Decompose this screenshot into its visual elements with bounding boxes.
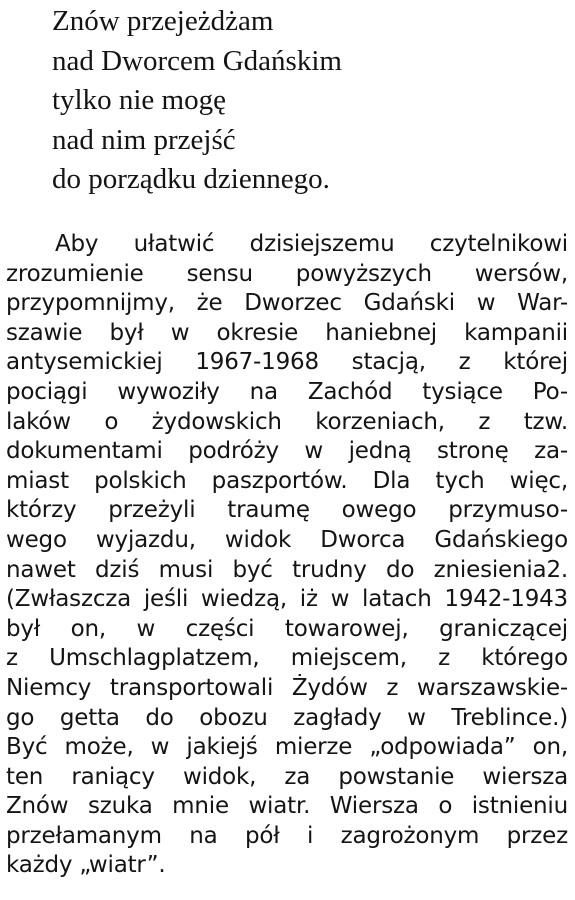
paragraph-line: go getta do obozu zagłady w Treblince.) (6, 704, 568, 731)
paragraph-line: zrozumienie sensu powyższych wersów, (6, 260, 568, 287)
paragraph-line: (Zwłaszcza jeśli wiedzą, iż w latach 1942-1943 (6, 586, 568, 613)
paragraph-line: przełamanym na pół i zagrożonym przez (6, 822, 568, 849)
paragraph-line: ten raniący widok, za powstanie wiersza (6, 763, 568, 790)
paragraph-line: przypomnijmy, że Dworzec Gdański w War- (6, 290, 568, 317)
paragraph-line: antysemickiej 1967-1968 stacją, z której (6, 349, 568, 376)
paragraph-line: każdy „wiatr”. (6, 852, 166, 879)
paragraph-line: Znów szuka mnie wiatr. Wiersza o istnieniu (6, 793, 568, 820)
paragraph-line: Aby ułatwić dzisiejszemu czytelnikowi (55, 231, 568, 257)
commentary-paragraph (6, 230, 568, 881)
paragraph-line: którzy przeżyli traumę owego przymuso- (6, 497, 568, 524)
poem-line: tylko nie mogę (52, 84, 226, 116)
poem-line: do porządku dziennego. (52, 163, 330, 195)
paragraph-line: wego wyjazdu, widok Dworca Gdańskiego (6, 526, 568, 553)
paragraph-line: Być może, w jakiejś mierze „odpowiada” on, (6, 734, 568, 761)
paragraph-line: Niemcy transportowali Żydów z warszawskie- (6, 674, 568, 701)
paragraph-line: miast polskich paszportów. Dla tych więc, (6, 467, 568, 494)
paragraph-line: nawet dziś musi być trudny do zniesienia2. (6, 556, 568, 583)
paragraph-line: pociągi wywoziły na Zachód tysiące Po- (6, 378, 568, 405)
paragraph-line: był on, w części towarowej, graniczącej (6, 615, 568, 642)
paragraph-line: laków o żydowskich korzeniach, z tzw. (6, 408, 568, 435)
poem-line: nad nim przejść (52, 123, 236, 156)
poem-line: nad Dworcem Gdańskim (52, 44, 342, 77)
paragraph-line: szawie był w okresie haniebnej kampanii (6, 319, 568, 346)
paragraph-line: z Umschlagplatzem, miejscem, z którego (6, 645, 568, 672)
poem-stanza (52, 2, 552, 200)
paragraph-line: dokumentami podróży w jedną stronę za- (6, 438, 568, 465)
poem-line: Znów przejeżdżam (52, 5, 274, 37)
